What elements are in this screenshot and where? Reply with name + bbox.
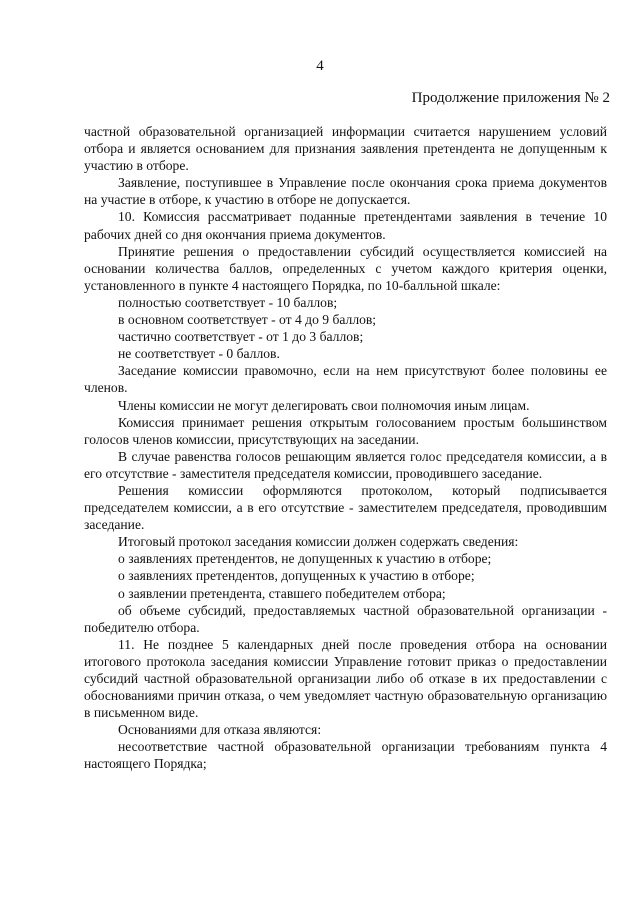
list-item: не соответствует - 0 баллов.	[118, 346, 280, 362]
appendix-continuation-header: Продолжение приложения № 2	[411, 90, 610, 106]
list-item: в основном соответствует - от 4 до 9 баллов;	[118, 312, 377, 328]
paragraph: о заявлениях претендентов, не допущенных к участию в отборе;	[118, 551, 492, 567]
paragraph: В случае равенства голосов решающим является голос председателя комиссии, а в его отсутствие - заместителя председателя комиссии, проводившего заседание.	[84, 448, 607, 481]
paragraph: 10. Комиссия рассматривает поданные претендентами заявления в течение 10 рабочих дней со дня окончания приема документов.	[84, 209, 607, 242]
paragraph: Принятие решения о предоставлении субсидий осуществляется комиссией на основании количества баллов, определенных с учетом каждого критерия оценки, установленного в пункте 4 настоящего Порядка, по 10-балльной шкале:	[84, 243, 607, 293]
paragraph: Итоговый протокол заседания комиссии должен содержать сведения:	[118, 534, 519, 550]
paragraph: Решения комиссии оформляются протоколом, который подписывается председателем комиссии, а в его отсутствие - заместителем председателя, проводившим заседание.	[84, 482, 607, 533]
paragraph: о заявлении претендента, ставшего победителем отбора;	[118, 585, 446, 601]
paragraph: частной образовательной организацией информации считается нарушением условий отбора и является основанием для признания заявления претендента не допущенным к участию в отборе.	[84, 124, 607, 174]
paragraph: Заявление, поступившее в Управление после окончания срока приема документов на участие в отборе, к участию в отборе не допускается.	[84, 175, 607, 208]
list-item: частично соответствует - от 1 до 3 баллов;	[118, 329, 364, 345]
paragraph: несоответствие частной образовательной организации требованиям пункта 4 настоящего Порядка;	[84, 739, 607, 772]
paragraph: об объеме субсидий, предоставляемых частной образовательной организации - победителю отбора.	[84, 602, 607, 635]
paragraph: Члены комиссии не могут делегировать свои полномочия иным лицам.	[118, 397, 530, 413]
paragraph: Заседание комиссии правомочно, если на нем присутствуют более половины ее членов.	[84, 363, 607, 396]
paragraph: 11. Не позднее 5 календарных дней после проведения отбора на основании итогового протокола заседания комиссии Управление готовит приказ о предоставлении субсидий частной образовательной организации либо об отказе в их предоставлении с обоснованиями причин отказа, о чем уведомляет частную образовательную организацию в письменном виде.	[84, 636, 607, 721]
paragraph: Комиссия принимает решения открытым голосованием простым большинством голосов членов комиссии, присутствующих на заседании.	[84, 414, 607, 447]
paragraph: о заявлениях претендентов, допущенных к участию в отборе;	[118, 568, 475, 584]
paragraph: Основаниями для отказа являются:	[118, 722, 322, 738]
page-number: 4	[316, 58, 324, 74]
document-body	[84, 123, 607, 773]
list-item: полностью соответствует - 10 баллов;	[118, 294, 338, 310]
